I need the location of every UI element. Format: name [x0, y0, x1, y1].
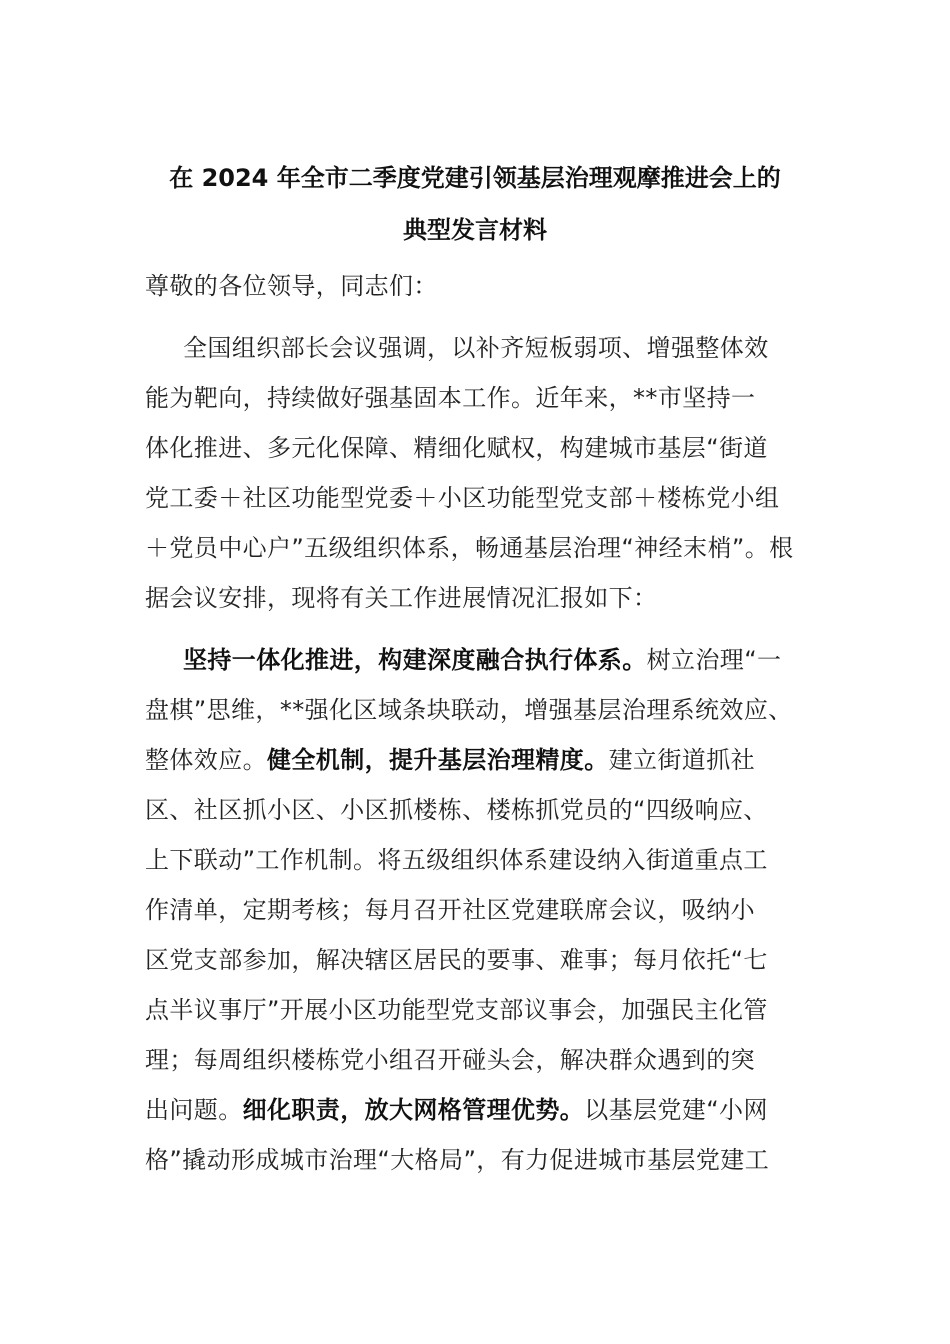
para2-line-1 [183, 644, 863, 676]
para2-text: 整体效应。 [145, 746, 267, 774]
para2-line: 区、社区抓小区、小区抓楼栋、楼栋抓党员的“四级响应、 [145, 796, 768, 824]
para2-line: 点半议事厅”开展小区功能型党支部议事会，加强民主化管 [145, 996, 768, 1024]
para1-line: 据会议安排，现将有关工作进展情况汇报如下： [145, 584, 658, 612]
para1-line: ＋党员中心户”五级组织体系，畅通基层治理“神经末梢”。根 [145, 534, 794, 562]
section-heading-integration: 坚持一体化推进，构建深度融合执行体系。 [183, 646, 647, 674]
para2-text: 出问题。 [145, 1096, 243, 1124]
para2-text: 以基层党建“小网 [584, 1096, 768, 1124]
document-title-line-1: 在 2024 年全市二季度党建引领基层治理观摩推进会上的 [169, 164, 781, 192]
para2-text: 树立治理“一 [646, 646, 782, 674]
para2-line: 格”撬动形成城市治理“大格局”，有力促进城市基层党建工 [145, 1146, 770, 1174]
para2-line: 盘棋”思维，**强化区域条块联动，增强基层治理系统效应、 [145, 696, 793, 724]
para2-text: 建立街道抓社 [608, 746, 756, 774]
para2-line-10 [145, 1094, 825, 1126]
para2-line: 作清单，定期考核；每月召开社区党建联席会议，吸纳小 [145, 896, 755, 924]
para1-line: 能为靶向，持续做好强基固本工作。近年来，**市坚持一 [145, 384, 756, 412]
para2-line: 区党支部参加，解决辖区居民的要事、难事；每月依托“七 [145, 946, 768, 974]
para2-line: 上下联动”工作机制。将五级组织体系建设纳入街道重点工 [145, 846, 768, 874]
subheading-mechanism: 健全机制，提升基层治理精度。 [267, 746, 609, 774]
para1-line: 体化推进、多元化保障、精细化赋权，构建城市基层“街道 [145, 434, 768, 462]
para1-line: 全国组织部长会议强调，以补齐短板弱项、增强整体效 [183, 334, 769, 362]
para1-line: 党工委＋社区功能型党委＋小区功能型党支部＋楼栋党小组 [145, 484, 780, 512]
subheading-grid: 细化职责，放大网格管理优势。 [242, 1096, 585, 1124]
salutation: 尊敬的各位领导，同志们： [145, 272, 438, 300]
document-title-line-2: 典型发言材料 [403, 216, 547, 244]
para2-line: 理；每周组织楼栋党小组召开碰头会，解决群众遇到的突 [145, 1046, 755, 1074]
para2-line-3 [145, 744, 825, 776]
